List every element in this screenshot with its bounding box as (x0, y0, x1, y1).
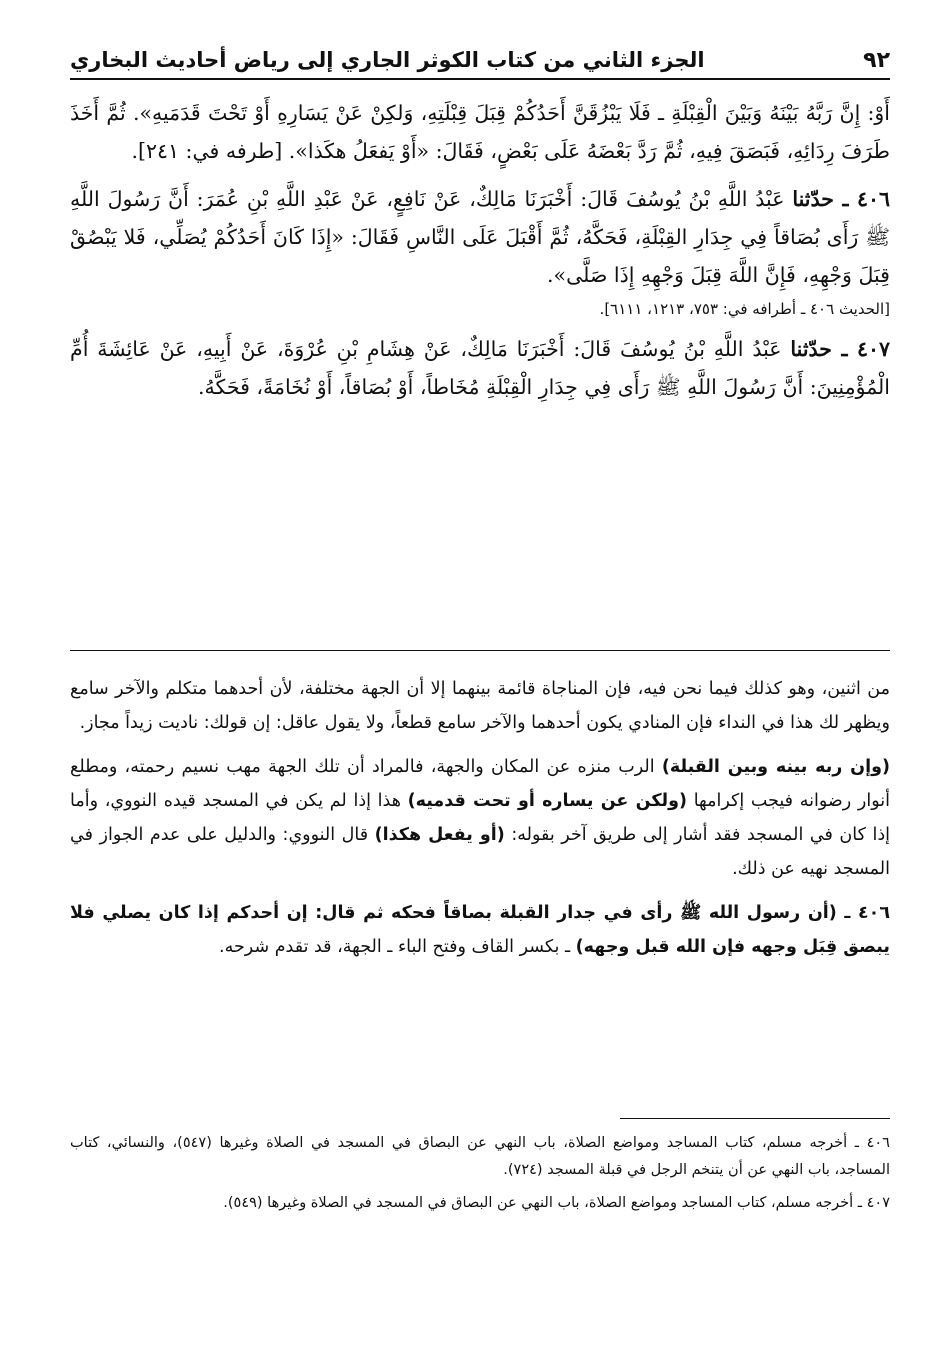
page-number: ٩٢ (863, 47, 890, 73)
hadith-406-text: عَبْدُ اللَّهِ بْنُ يُوسُفَ قَالَ: أَخْبَرَنَا مَالِكٌ، عَنْ نَافِعٍ، عَنْ عَبْدِ اللَّهِ بْنِ عُمَرَ: أَنَّ رَسُولَ اللَّهِ ﷺ رَأَى بُصَاقاً فِي جِدَارِ القِبْلَةِ، فَحَكَّهُ، ثُمَّ أَقْبَلَ عَلَى النَّاسِ فَقَالَ: «إِذَا كَانَ أَحَدُكُمْ يُصَلِّي، فَلا يَبْصُقْ قِبَلَ وَجْهِهِ، فَإِنَّ اللَّهَ قِبَلَ وَجْهِهِ إِذَا صَلَّى». (70, 187, 890, 287)
hadith-406-refs: [الحديث ٤٠٦ ـ أطرافه في: ٧٥٣، ١٢١٣، ٦١١١]. (599, 300, 890, 318)
commentary-paragraph-2 (70, 750, 890, 886)
commentary-quote-2: (ولكن عن يساره أو تحت قدميه) (407, 791, 687, 811)
commentary-text-1: الرب منزه عن المكان والجهة، فالمراد أن تلك الجهة مهب نسيم رحمته، ومطلع أنوار رضوانه فيجب إكرامها (70, 757, 890, 811)
commentary-text-3: قال النووي: والدليل على عدم الجواز في المسجد نهيه عن ذلك. (70, 825, 890, 879)
commentary-text-2: هذا إذا لم يكن في المسجد قيده النووي، وأما إذا كان في المسجد فقد أشار إلى طريق آخر بقوله: (70, 791, 890, 845)
hadith-406 (70, 180, 890, 294)
hadith-continuation: أَوْ: إِنَّ رَبَّهُ بَيْنَهُ وَبَيْنَ الْقِبْلَةِ ـ فَلَا يَبْزُقَنَّ أَحَدُكُمْ قِبَلَ قِبْلَتِهِ، وَلكِنْ عَنْ يَسَارِهِ أَوْ تَحْتَ قَدَمَيهِ». ثُمَّ أَخَذَ طَرَفَ رِدَائِهِ، فَبَصَقَ فِيهِ، ثُمَّ رَدَّ بَعْضَهُ عَلَى بَعْضٍ، فَقَالَ: «أَوْ يَفعَلُ هكَذا». [طرفه في: ٢٤١]. (70, 101, 890, 163)
hadith-text-section (70, 94, 890, 406)
hadith-407-number: ٤٠٧ ـ حدّثنا (790, 337, 890, 361)
commentary-quote-3: (أو يفعل هكذا) (374, 825, 505, 845)
running-title: الجزء الثاني من كتاب الكوثر الجاري إلى رياض أحاديث البخاري (70, 48, 705, 72)
footnote-406: ٤٠٦ ـ أخرجه مسلم، كتاب المساجد ومواضع الصلاة، باب النهي عن البصاق في المسجد في الصلاة وغيرها (٥٤٧)، والنسائي، كتاب المساجد، باب النهي عن أن يتنخم الرجل في قبلة المسجد (٧٢٤). (70, 1135, 890, 1178)
commentary-text-406: ـ بكسر القاف وفتح الباء ـ الجهة، قد تقدم شرحه. (219, 937, 576, 957)
hadith-407-text: عَبْدُ اللَّهِ بْنُ يُوسُفَ قَالَ: أَخْبَرَنَا مَالِكٌ، عَنْ هِشَامِ بْنِ عُرْوَةَ، عَنْ أَبِيهِ، عَنْ عَائِشَةَ أُمِّ الْمُؤْمِنِينَ: أَنَّ رَسُولَ اللَّهِ ﷺ رَأَى فِي جِدَارِ الْقِبْلَةِ مُخَاطاً، أَوْ بُصَاقاً، أَوْ نُخَامَةً، فَحَكَّهُ. (70, 337, 890, 399)
footnotes-section (70, 1130, 890, 1223)
footnote-divider (620, 1118, 890, 1119)
hadith-406-number: ٤٠٦ ـ حدّثنا (792, 187, 890, 211)
commentary-paragraph-1: من اثنين، وهو كذلك فيما نحن فيه، فإن المناجاة قائمة بينهما إلا أن الجهة مختلفة، لأن أحدهما متكلم والآخر سامع ويظهر لك هذا في النداء فإن المنادي يكون أحدهما والآخر سامع قطعاً، ولا يقول عاقل: إن قولك: ناديت زيداً مجاز. (70, 679, 890, 733)
commentary-divider (70, 650, 890, 651)
commentary-paragraph-3 (70, 896, 890, 964)
commentary-quote-1: (وإن ربه بينه وبين القبلة) (661, 757, 890, 777)
hadith-407 (70, 330, 890, 406)
page-header (70, 42, 890, 80)
commentary-quote-406: ٤٠٦ ـ (أن رسول الله ﷺ رأى في جدار القبلة بصاقاً فحكه ثم قال: إن أحدكم إذا كان يصلي فلا يبصق قِبَل وجهه فإن الله قبل وجهه) (70, 903, 890, 957)
commentary-section (70, 672, 890, 974)
book-page (70, 0, 890, 1358)
footnote-407: ٤٠٧ ـ أخرجه مسلم، كتاب المساجد ومواضع الصلاة، باب النهي عن البصاق في المسجد في الصلاة وغيرها (٥٤٩). (223, 1195, 890, 1211)
